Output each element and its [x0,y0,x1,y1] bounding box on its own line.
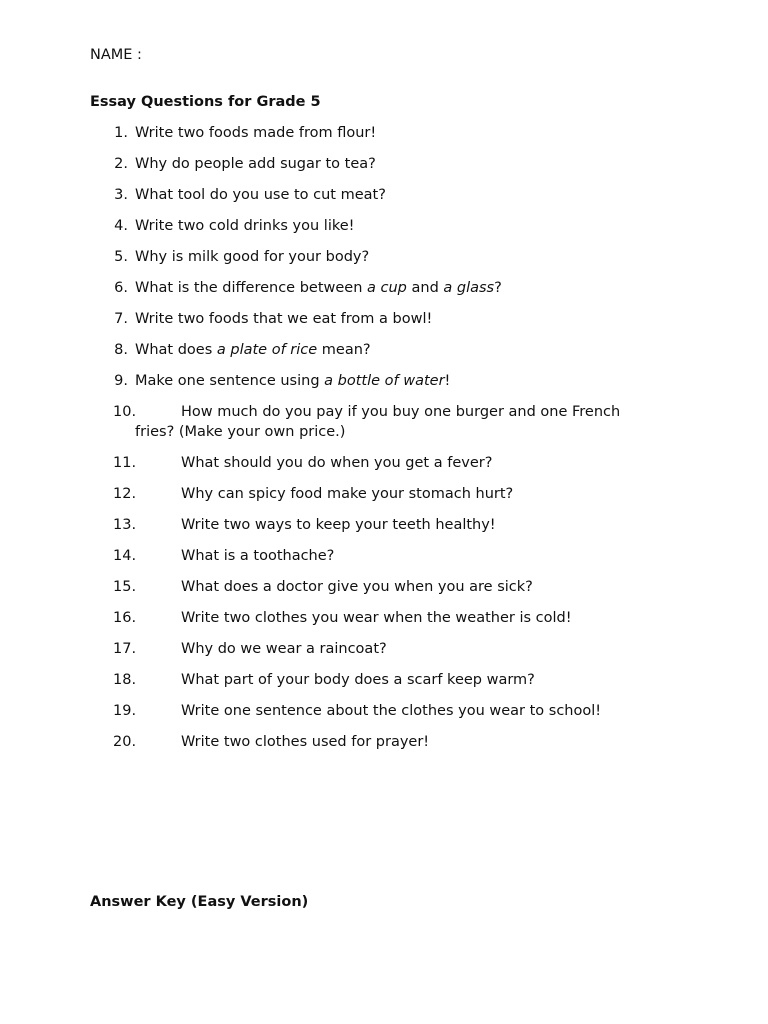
question-item [0,608,768,628]
question-item [0,123,768,143]
question-item [0,402,768,442]
question-number: 19. [113,703,137,719]
question-number: 8. [114,342,128,358]
question-item [0,639,768,659]
question-item [0,154,768,174]
italic-term: a cup [367,280,407,296]
question-text: Why can spicy food make your stomach hurt? [181,486,514,502]
question-text: Write two clothes used for prayer! [181,734,430,750]
question-text: What is a toothache? [181,548,335,564]
question-text: What tool do you use to cut meat? [135,187,386,203]
question-text: How much do you pay if you buy one burger and one French fries? (Make your own price.) [135,404,621,440]
question-item [0,340,768,360]
question-number: 4. [114,218,128,234]
question-item [0,371,768,391]
question-number: 13. [113,517,137,533]
question-number: 2. [114,156,128,172]
question-item [0,309,768,329]
question-text: Write two clothes you wear when the weather is cold! [181,610,572,626]
question-text: Write two foods that we eat from a bowl! [135,311,433,327]
question-text: What part of your body does a scarf keep warm? [181,672,535,688]
italic-term: a bottle of water [324,373,445,389]
question-item [0,484,768,504]
question-item [0,577,768,597]
question-number: 11. [113,455,137,471]
question-item [0,515,768,535]
question-text: What is the difference between a cup and a glass? [135,280,502,296]
italic-term: a plate of rice [216,342,318,358]
question-number: 9. [114,373,128,389]
question-text: Why is milk good for your body? [135,249,370,265]
question-item [0,453,768,473]
question-text: What does a plate of rice mean? [135,342,371,358]
question-item [0,732,768,752]
question-number: 1. [114,125,128,141]
answer-key-title: Answer Key (Easy Version) [90,894,309,910]
question-number: 17. [113,641,137,657]
question-item [0,278,768,298]
question-number: 16. [113,610,137,626]
question-text: Why do we wear a raincoat? [181,641,387,657]
question-text: What does a doctor give you when you are sick? [181,579,533,595]
question-number: 7. [114,311,128,327]
question-item [0,546,768,566]
question-text: Write two ways to keep your teeth healthy! [181,517,496,533]
question-number: 15. [113,579,137,595]
name-label: NAME : [90,47,142,63]
question-number: 18. [113,672,137,688]
question-number: 14. [113,548,137,564]
question-text: Write one sentence about the clothes you wear to school! [181,703,602,719]
question-number: 20. [113,734,137,750]
question-item [0,670,768,690]
question-item [0,701,768,721]
question-item [0,185,768,205]
question-text: Write two foods made from flour! [135,125,377,141]
question-number: 10. [113,404,137,420]
question-item [0,216,768,236]
italic-term: a glass [443,280,495,296]
question-number: 12. [113,486,137,502]
question-number: 6. [114,280,128,296]
question-text: Make one sentence using a bottle of water! [135,373,451,389]
document-title: Essay Questions for Grade 5 [90,94,321,110]
question-item [0,247,768,267]
question-number: 5. [114,249,128,265]
question-text: What should you do when you get a fever? [181,455,493,471]
question-number: 3. [114,187,128,203]
question-text: Write two cold drinks you like! [135,218,355,234]
question-text: Why do people add sugar to tea? [135,156,376,172]
question-list [0,123,768,763]
